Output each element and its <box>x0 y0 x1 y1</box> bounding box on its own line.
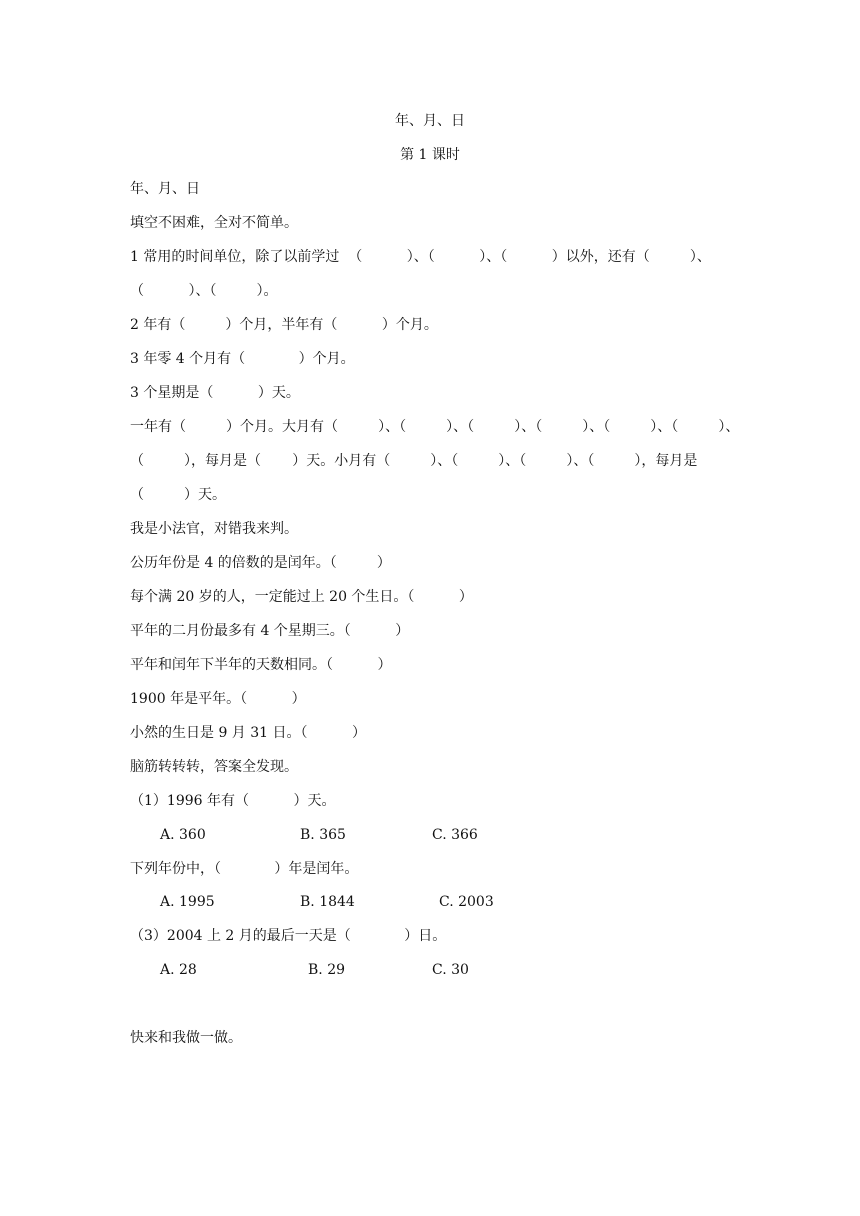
choice-2-option-b: B. 1844 <box>300 894 355 910</box>
judgement-2: 每个满 20 岁的人，一定能过上 20 个生日。（ ） <box>130 589 473 605</box>
choice-2-option-c: C. 2003 <box>439 894 494 910</box>
part1-heading: 填空不困难，全对不简单。 <box>130 215 298 231</box>
judgement-4: 平年和闰年下半年的天数相同。（ ） <box>130 657 392 673</box>
choice-2-option-a: A. 1995 <box>160 894 215 910</box>
choice-3-option-c: C. 30 <box>432 962 469 978</box>
choice-1-option-a: A. 360 <box>160 827 206 843</box>
section-heading: 年、月、日 <box>130 181 200 197</box>
judgement-3: 平年的二月份最多有 4 个星期三。（ ） <box>130 623 410 639</box>
choice-3-option-a: A. 28 <box>160 962 197 978</box>
question-2: 2 年有（ ）个月，半年有（ ）个月。 <box>130 317 438 333</box>
question-1-line-2: （ ）、（ ）。 <box>130 283 278 299</box>
choice-1-option-b: B. 365 <box>300 827 346 843</box>
question-4: 3 个星期是（ ）天。 <box>130 385 300 401</box>
judgement-5: 1900 年是平年。（ ） <box>130 691 306 707</box>
judgement-6: 小然的生日是 9 月 31 日。（ ） <box>130 725 367 741</box>
choice-1: （1）1996 年有（ ）天。 <box>130 793 336 809</box>
choice-3-option-b: B. 29 <box>308 962 346 978</box>
question-5-line-2: （ ），每月是（ ）天。小月有（ ）、（ ）、（ ）、（ ），每月是 <box>130 453 698 469</box>
choice-3: （3）2004 上 2 月的最后一天是（ ）日。 <box>130 928 447 944</box>
part2-heading: 我是小法官，对错我来判。 <box>130 521 298 537</box>
question-1-line-1: 1 常用的时间单位，除了以前学过 （ ）、（ ）、（ ）以外，还有（ ）、 <box>130 249 711 265</box>
document-title: 年、月、日 <box>395 113 465 129</box>
choice-1-option-c: C. 366 <box>432 827 478 843</box>
judgement-1: 公历年份是 4 的倍数的是闰年。（ ） <box>130 555 391 571</box>
question-5-line-1: 一年有（ ）个月。大月有（ ）、（ ）、（ ）、（ ）、（ ）、（ ）、 <box>130 419 740 435</box>
part4-heading: 快来和我做一做。 <box>130 1030 242 1046</box>
question-5-line-3: （ ）天。 <box>130 487 227 503</box>
choice-2: 下列年份中，（ ）年是闰年。 <box>130 861 359 877</box>
part3-heading: 脑筋转转转，答案全发现。 <box>130 759 298 775</box>
lesson-subtitle: 第 1 课时 <box>400 147 460 163</box>
question-3: 3 年零 4 个月有（ ）个月。 <box>130 351 355 367</box>
